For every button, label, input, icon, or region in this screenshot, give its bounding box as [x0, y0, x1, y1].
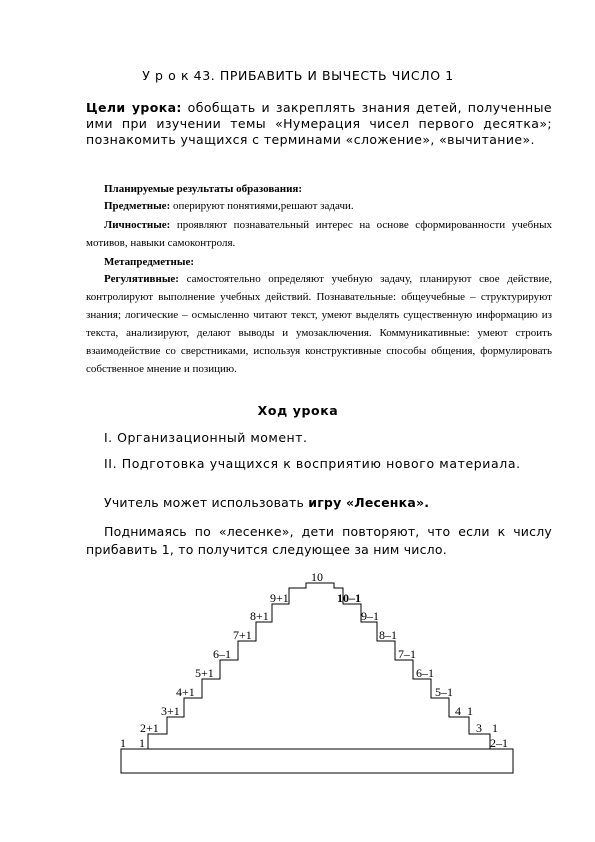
step-right-4a: 4 [455, 704, 461, 718]
step-left-4: 4+1 [176, 685, 195, 699]
game-name: игру «Лесенка». [308, 495, 430, 510]
subject-text: оперируют понятиями,решают задачи. [170, 200, 354, 212]
step-right-2: 2–1 [490, 736, 508, 750]
step-right-5: 5–1 [435, 685, 453, 699]
step-right-6: 6–1 [416, 666, 434, 680]
teacher-note [86, 495, 552, 510]
stairs-paragraph: Поднимаясь по «лесенке», дети повторяют, что если к числу прибавить 1, то получится следующее за ним число. [86, 524, 552, 557]
planned-results-title [86, 180, 552, 198]
step-right-7: 7–1 [398, 647, 416, 661]
reg-text: самостоятельно определяют учебную задачу, планируют свое действие, контролируют выполнение учебных действий. Познавательные: общеучебные – структурируют знания; логические – осмысленно читают текст, умеют выделять существенную информацию из текста, анализируют, делают выводы и умозаключения. Коммуникативные: умеют строить взаимодействие со сверстниками, используя конструктивные способы общения, формулировать собственное мнение и позицию. [86, 273, 552, 375]
subject-results [86, 197, 552, 215]
goals-label: Цели урока: [86, 100, 182, 115]
section-preparation: II. Подготовка учащихся к восприятию нового материала. [104, 456, 521, 471]
step-right-8: 8–1 [379, 628, 397, 642]
metasubject-results [86, 253, 552, 271]
subject-label: Предметные: [104, 200, 171, 212]
goals-text: обобщать и закреплять знания детей, полученные ими при изучении темы «Нумерация чисел первого десятка»; познакомить учащихся с терминами «сложение», «вычитание». [86, 100, 552, 147]
step-top: 10 [311, 570, 323, 584]
stairs-base [121, 749, 513, 773]
step-left-7: 7+1 [233, 628, 252, 642]
reg-label: Регулятивные: [104, 273, 179, 285]
step-left-8: 8+1 [250, 609, 269, 623]
meta-label: Метапредметные: [104, 256, 195, 268]
step-left-1b: 1 [139, 736, 145, 750]
step-right-3a: 3 [476, 721, 482, 735]
lesson-progress-heading: Ход урока [257, 403, 339, 418]
teacher-text: Учитель может использовать [104, 495, 309, 510]
step-left-1a: 1 [120, 736, 126, 750]
step-right-4b: 1 [467, 704, 473, 718]
step-left-3: 3+1 [161, 704, 180, 718]
step-right-10: 10–1 [337, 591, 361, 605]
lesson-title: У р о к 43. ПРИБАВИТЬ И ВЫЧЕСТЬ ЧИСЛО 1 [142, 68, 454, 83]
regulative-results [86, 270, 552, 378]
stairs-outline [148, 583, 490, 749]
step-left-6: 6–1 [213, 647, 231, 661]
planned-results-title-text: Планируемые результаты образования: [104, 183, 303, 195]
step-left-5: 5+1 [195, 666, 214, 680]
lesson-goals [86, 100, 552, 148]
personal-text: проявляют познавательный интерес на основе сформированности учебных мотивов, навыки самоконтроля. [86, 219, 552, 249]
step-left-2: 2+1 [140, 721, 159, 735]
step-right-3b: 1 [492, 721, 498, 735]
step-right-9: 9–1 [361, 609, 379, 623]
section-org-moment: I. Организационный момент. [104, 430, 308, 445]
personal-label: Личностные: [104, 219, 171, 231]
step-left-9: 9+1 [270, 591, 289, 605]
personal-results [86, 216, 552, 252]
